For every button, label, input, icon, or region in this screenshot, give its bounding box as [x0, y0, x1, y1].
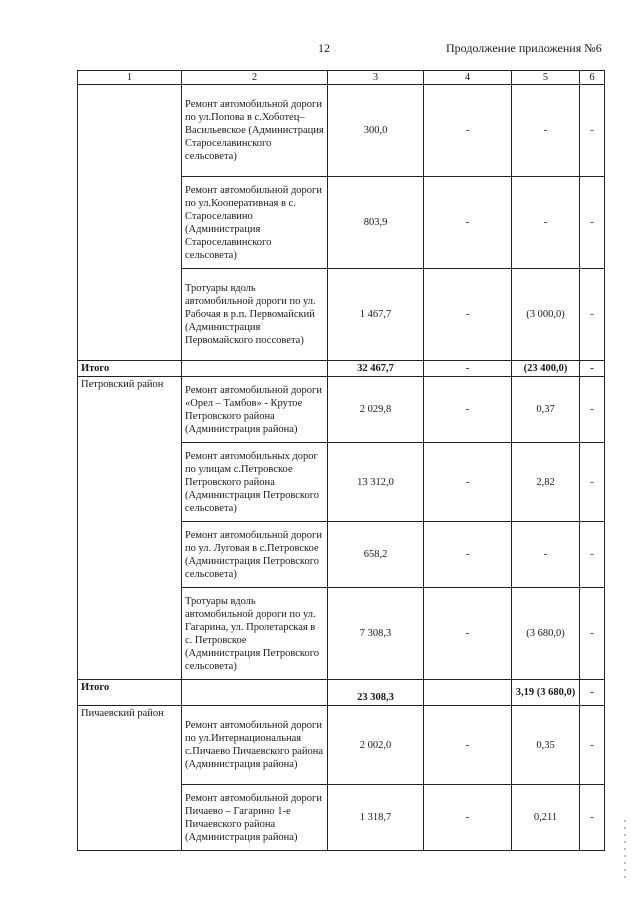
col6-cell: - [580, 522, 605, 588]
col6-cell: - [580, 177, 605, 269]
description-cell: Ремонт автомобильной дороги по ул.Кооперативная в с. Староселавино (Администрация Староселавинского сельсовета) [182, 177, 328, 269]
table-row [78, 706, 605, 785]
amount-cell: 32 467,7 [328, 361, 424, 377]
table-row [78, 377, 605, 443]
col6-cell: - [580, 361, 605, 377]
description-cell: Ремонт автомобильной дороги по ул. Луговая в с.Петровское (Администрация Петровского сельсовета) [182, 522, 328, 588]
col6-cell: - [580, 706, 605, 785]
col4-cell: - [424, 785, 512, 851]
col4-cell: - [424, 443, 512, 522]
total-label: Итого [78, 361, 182, 377]
scan-artifact [624, 820, 626, 880]
col5-cell: 3,19 (3 680,0) [512, 680, 580, 706]
description-cell [182, 361, 328, 377]
total-label: Итого [78, 680, 182, 706]
column-number: 6 [580, 71, 605, 85]
page-number: 12 [318, 41, 330, 55]
col4-cell [424, 680, 512, 706]
col5-cell: 2,82 [512, 443, 580, 522]
amount-cell: 803,9 [328, 177, 424, 269]
col6-cell: - [580, 85, 605, 177]
description-cell: Ремонт автомобильной дороги по ул.Попова в с.Хоботец–Васильевское (Администрация Староселавинского сельсовета) [182, 85, 328, 177]
description-cell [182, 680, 328, 706]
col6-cell: - [580, 588, 605, 680]
col5-cell: - [512, 522, 580, 588]
amount-cell: 1 467,7 [328, 269, 424, 361]
col5-cell: (23 400,0) [512, 361, 580, 377]
col4-cell: - [424, 522, 512, 588]
total-row [78, 680, 605, 706]
column-number: 2 [182, 71, 328, 85]
continuation-label: Продолжение приложения №6 [446, 41, 602, 55]
col5-cell: - [512, 85, 580, 177]
amount-cell: 1 318,7 [328, 785, 424, 851]
col6-cell: - [580, 377, 605, 443]
col4-cell: - [424, 269, 512, 361]
appendix-table [77, 70, 605, 851]
amount-cell: 23 308,3 [328, 680, 424, 706]
total-row [78, 361, 605, 377]
amount-cell: 2 029,8 [328, 377, 424, 443]
col6-cell: - [580, 443, 605, 522]
col4-cell: - [424, 706, 512, 785]
description-cell: Ремонт автомобильных дорог по улицам с.Петровское Петровского района (Администрация Петровского сельсовета) [182, 443, 328, 522]
col5-cell: - [512, 177, 580, 269]
col5-cell: 0,211 [512, 785, 580, 851]
district-cell [78, 85, 182, 361]
col5-cell: 0,35 [512, 706, 580, 785]
amount-cell: 2 002,0 [328, 706, 424, 785]
col4-cell: - [424, 377, 512, 443]
col5-cell: (3 000,0) [512, 269, 580, 361]
description-cell: Тротуары вдоль автомобильной дороги по ул. Рабочая в р.п. Первомайский (Администрация Первомайского поссовета) [182, 269, 328, 361]
col4-cell: - [424, 361, 512, 377]
district-cell: Петровский район [78, 377, 182, 680]
district-cell: Пичаевский район [78, 706, 182, 851]
amount-cell: 7 308,3 [328, 588, 424, 680]
col6-cell: - [580, 680, 605, 706]
description-cell: Ремонт автомобильной дороги Пичаево – Гагарино 1-е Пичаевского района (Администрация района) [182, 785, 328, 851]
description-cell: Ремонт автомобильной дороги «Орел – Тамбов» - Крутое Петровского района (Администрация района) [182, 377, 328, 443]
description-cell: Тротуары вдоль автомобильной дороги по ул. Гагарина, ул. Пролетарская в с. Петровское (Администрация Петровского сельсовета) [182, 588, 328, 680]
amount-cell: 13 312,0 [328, 443, 424, 522]
column-number: 5 [512, 71, 580, 85]
column-number: 4 [424, 71, 512, 85]
col5-cell: 0,37 [512, 377, 580, 443]
col4-cell: - [424, 588, 512, 680]
col4-cell: - [424, 177, 512, 269]
col5-cell: (3 680,0) [512, 588, 580, 680]
amount-cell: 300,0 [328, 85, 424, 177]
amount-cell: 658,2 [328, 522, 424, 588]
table-row [78, 85, 605, 177]
col4-cell: - [424, 85, 512, 177]
column-number-row [78, 71, 605, 85]
col6-cell: - [580, 785, 605, 851]
description-cell: Ремонт автомобильной дороги по ул.Интернациональная с.Пичаево Пичаевского района (Администрация района) [182, 706, 328, 785]
col6-cell: - [580, 269, 605, 361]
column-number: 1 [78, 71, 182, 85]
column-number: 3 [328, 71, 424, 85]
